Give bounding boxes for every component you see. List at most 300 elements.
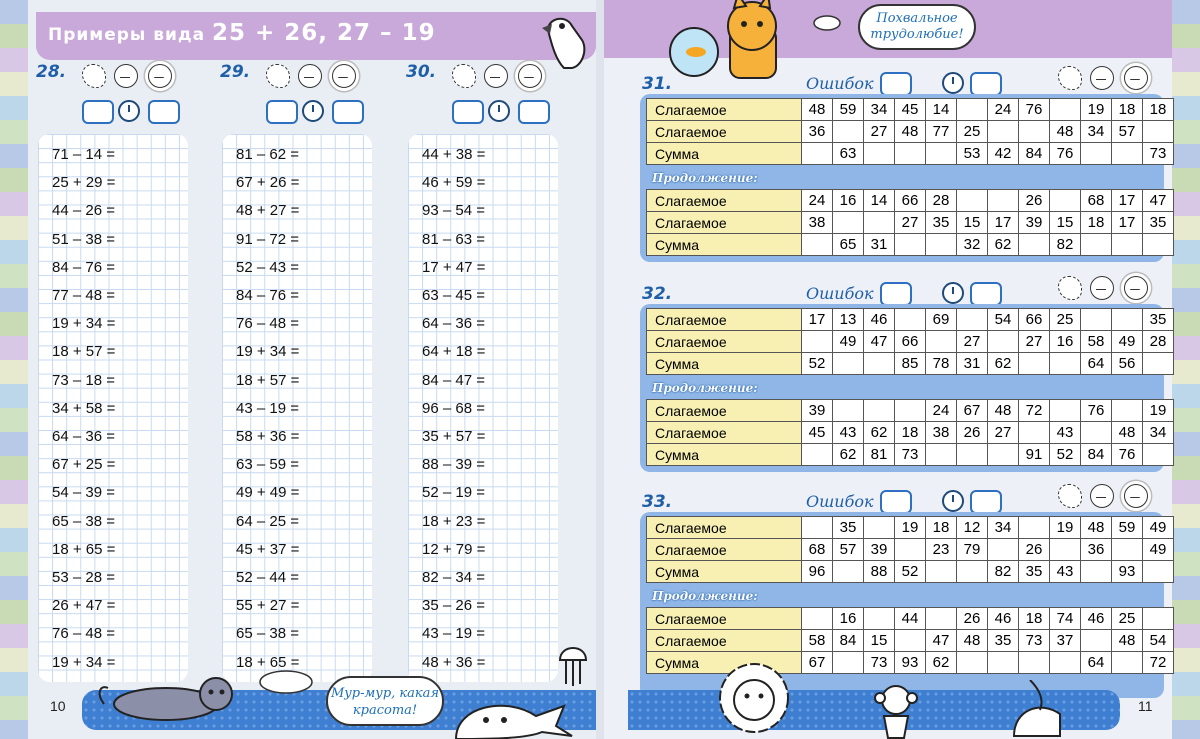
- edge-stripe: [0, 144, 28, 168]
- row-label: Слагаемое: [647, 400, 802, 422]
- answer-box: [452, 100, 484, 124]
- table-cell: 39: [1019, 212, 1050, 234]
- table-cell: 49: [1112, 331, 1143, 353]
- table-cell: 62: [864, 422, 895, 444]
- table-cell: 54: [1143, 630, 1174, 652]
- table-cell: [957, 309, 988, 331]
- table-cell: [957, 561, 988, 583]
- table-row: [647, 309, 1174, 331]
- table-cell: 15: [957, 212, 988, 234]
- table-cell: 25: [1050, 309, 1081, 331]
- table-cell: 43: [833, 422, 864, 444]
- table-cell: 82: [1050, 234, 1081, 256]
- table-cell: [957, 652, 988, 674]
- row-label: Слагаемое: [647, 309, 802, 331]
- row-label: Слагаемое: [647, 608, 802, 630]
- edge-stripe: [1172, 216, 1200, 240]
- table-cell: 27: [895, 212, 926, 234]
- table-cell: [1019, 517, 1050, 539]
- page-title: [48, 20, 436, 46]
- problem-item: 12 + 79 =: [422, 540, 486, 558]
- table-row: [647, 190, 1174, 212]
- table-cell: [802, 331, 833, 353]
- table-cell: 79: [957, 539, 988, 561]
- alarm-clock-icon: [942, 72, 964, 94]
- table-cell: 18: [1019, 608, 1050, 630]
- table-cell: 39: [864, 539, 895, 561]
- time-box: [332, 100, 364, 124]
- sun-face-icon: [1124, 276, 1148, 300]
- edge-stripe: [1172, 432, 1200, 456]
- row-label: Сумма: [647, 353, 802, 375]
- table-cell: 73: [895, 444, 926, 466]
- table-cell: [926, 331, 957, 353]
- table-cell: 34: [988, 517, 1019, 539]
- table-cell: [1143, 608, 1174, 630]
- edge-stripe: [1172, 624, 1200, 648]
- table-cell: [957, 99, 988, 121]
- problem-item: 58 + 36 =: [236, 428, 300, 445]
- table-cell: [833, 400, 864, 422]
- continuation-label: Продолжение:: [652, 589, 758, 603]
- table-cell: 77: [926, 121, 957, 143]
- row-label: Слагаемое: [647, 630, 802, 652]
- row-label: Сумма: [647, 444, 802, 466]
- table-cell: 52: [802, 353, 833, 375]
- alarm-clock-icon: [942, 282, 964, 304]
- table-row: [647, 121, 1174, 143]
- problem-item: 54 – 39 =: [52, 484, 115, 502]
- problem-item: 63 – 45 =: [422, 287, 485, 304]
- edge-stripe: [0, 240, 28, 264]
- time-box: [970, 490, 1002, 514]
- edge-stripe: [0, 288, 28, 312]
- table-cell: 58: [1081, 331, 1112, 353]
- table-cell: [895, 400, 926, 422]
- seal-illustration: [446, 686, 576, 739]
- problem-item: 26 + 47 =: [52, 597, 116, 615]
- table-cell: [926, 234, 957, 256]
- problem-item: 71 – 14 =: [52, 146, 115, 163]
- table-cell: 23: [926, 539, 957, 561]
- table-cell: [833, 561, 864, 583]
- problem-item: 18 + 57 =: [52, 343, 116, 361]
- table-cell: 74: [1050, 608, 1081, 630]
- errors-label: Ошибок: [806, 74, 874, 93]
- table-cell: 35: [1143, 309, 1174, 331]
- edge-stripe: [0, 264, 28, 288]
- table-cell: 27: [864, 121, 895, 143]
- problem-item: 81 – 63 =: [422, 230, 485, 248]
- table-cell: 18: [1143, 99, 1174, 121]
- sun-face-icon: [518, 64, 542, 88]
- table-cell: 62: [988, 234, 1019, 256]
- edge-stripe: [0, 24, 28, 48]
- problem-item: 52 – 19 =: [422, 484, 485, 502]
- problem-item: 52 – 44 =: [236, 569, 299, 586]
- table-cell: 76: [1081, 400, 1112, 422]
- table-cell: 59: [1112, 517, 1143, 539]
- table-cell: [1112, 539, 1143, 561]
- row-label: Слагаемое: [647, 331, 802, 353]
- table-cell: 48: [1081, 517, 1112, 539]
- lying-cat-illustration: [96, 664, 246, 734]
- table-cell: 35: [1143, 212, 1174, 234]
- exercise-number: 30.: [406, 62, 437, 82]
- table-cell: [864, 400, 895, 422]
- edge-stripe: [0, 120, 28, 144]
- row-label: Слагаемое: [647, 422, 802, 444]
- problem-item: 34 + 58 =: [52, 399, 116, 417]
- table-cell: 76: [1019, 99, 1050, 121]
- table-row: [647, 400, 1174, 422]
- problem-item: 64 – 25 =: [236, 512, 299, 530]
- exercise-number: 31.: [642, 74, 673, 94]
- table-cell: 59: [833, 99, 864, 121]
- table-cell: 16: [1050, 331, 1081, 353]
- edge-stripe: [0, 624, 28, 648]
- table-cell: 93: [1112, 561, 1143, 583]
- table-cell: 19: [895, 517, 926, 539]
- time-box: [148, 100, 180, 124]
- table-cell: [988, 121, 1019, 143]
- table-cell: 82: [988, 561, 1019, 583]
- table-cell: 73: [864, 652, 895, 674]
- table-cell: [1050, 353, 1081, 375]
- table-cell: 67: [957, 400, 988, 422]
- neutral-face-icon: [298, 64, 322, 88]
- table-cell: [833, 353, 864, 375]
- row-label: Слагаемое: [647, 212, 802, 234]
- table-cell: 37: [1050, 630, 1081, 652]
- table-cell: 34: [1081, 121, 1112, 143]
- cat-thought-bubble-icon: [256, 668, 320, 696]
- table-cell: 46: [864, 309, 895, 331]
- monkey-illustration: [866, 680, 926, 739]
- table-cell: 46: [1081, 608, 1112, 630]
- table-cell: [1050, 190, 1081, 212]
- table-cell: [957, 190, 988, 212]
- row-label: Слагаемое: [647, 539, 802, 561]
- edge-stripe: [1172, 24, 1200, 48]
- table-cell: 67: [802, 652, 833, 674]
- table-cell: 24: [988, 99, 1019, 121]
- table-cell: 35: [833, 517, 864, 539]
- table-cell: 64: [1081, 353, 1112, 375]
- table-cell: 56: [1112, 353, 1143, 375]
- table-row: [647, 99, 1174, 121]
- neutral-face-icon: [1090, 66, 1114, 90]
- table-cell: [1112, 652, 1143, 674]
- table-cell: 47: [1143, 190, 1174, 212]
- table-cell: [895, 539, 926, 561]
- table-cell: [1081, 561, 1112, 583]
- table-cell: [802, 444, 833, 466]
- table-cell: 62: [926, 652, 957, 674]
- table-row: [647, 353, 1174, 375]
- edge-stripe: [1172, 456, 1200, 480]
- table-cell: 88: [864, 561, 895, 583]
- table-cell: 24: [802, 190, 833, 212]
- edge-stripe: [1172, 552, 1200, 576]
- table-cell: 84: [1081, 444, 1112, 466]
- table-cell: 46: [988, 608, 1019, 630]
- table-cell: 54: [988, 309, 1019, 331]
- edge-stripe: [0, 480, 28, 504]
- table-cell: 27: [957, 331, 988, 353]
- table-cell: 28: [1143, 331, 1174, 353]
- table-cell: 84: [1019, 143, 1050, 165]
- edge-stripe: [1172, 576, 1200, 600]
- problem-item: 63 – 59 =: [236, 456, 299, 474]
- table-cell: [833, 212, 864, 234]
- table-cell: 12: [957, 517, 988, 539]
- table-cell: [1143, 444, 1174, 466]
- table-cell: [802, 608, 833, 630]
- page-number-right: 11: [1138, 698, 1153, 714]
- table-cell: 69: [926, 309, 957, 331]
- edge-stripe: [0, 384, 28, 408]
- table-cell: 27: [988, 422, 1019, 444]
- table-row: [647, 234, 1174, 256]
- table-cell: 26: [957, 422, 988, 444]
- table-cell: 39: [802, 400, 833, 422]
- table-cell: 36: [1081, 539, 1112, 561]
- table-cell: [926, 608, 957, 630]
- table-cell: [1050, 99, 1081, 121]
- table-cell: 18: [1081, 212, 1112, 234]
- edge-stripe: [0, 96, 28, 120]
- table-cell: 27: [1019, 331, 1050, 353]
- parrot-illustration: [538, 10, 600, 72]
- sums-table: [646, 516, 1174, 583]
- table-cell: 45: [802, 422, 833, 444]
- edge-stripe: [0, 192, 28, 216]
- exercise-number: 28.: [36, 62, 67, 82]
- row-label: Слагаемое: [647, 190, 802, 212]
- edge-stripe: [1172, 696, 1200, 720]
- edge-stripe: [1172, 648, 1200, 672]
- table-cell: 18: [895, 422, 926, 444]
- row-label: Сумма: [647, 234, 802, 256]
- table-cell: 66: [1019, 309, 1050, 331]
- table-cell: [957, 444, 988, 466]
- table-cell: 31: [957, 353, 988, 375]
- problem-item: 76 – 48 =: [52, 625, 115, 643]
- table-cell: 42: [988, 143, 1019, 165]
- edge-stripe: [1172, 288, 1200, 312]
- table-row: [647, 422, 1174, 444]
- table-cell: 28: [926, 190, 957, 212]
- title-prefix: Примеры вида: [48, 25, 206, 45]
- table-cell: 72: [1019, 400, 1050, 422]
- problem-item: 73 – 18 =: [52, 371, 115, 389]
- table-row: [647, 331, 1174, 353]
- table-cell: 15: [864, 630, 895, 652]
- alarm-clock-icon: [302, 100, 324, 122]
- table-cell: 76: [1050, 143, 1081, 165]
- table-cell: 73: [1019, 630, 1050, 652]
- table-cell: 38: [926, 422, 957, 444]
- row-label: Слагаемое: [647, 517, 802, 539]
- table-cell: [1081, 630, 1112, 652]
- edge-stripe: [0, 528, 28, 552]
- problem-item: 35 – 26 =: [422, 597, 485, 615]
- table-cell: 18: [1112, 99, 1143, 121]
- table-cell: 85: [895, 353, 926, 375]
- table-cell: [802, 517, 833, 539]
- problem-item: 17 + 47 =: [422, 258, 486, 276]
- problem-item: 84 – 47 =: [422, 371, 485, 389]
- problem-item: 46 + 59 =: [422, 174, 486, 192]
- table-cell: 19: [1081, 99, 1112, 121]
- table-cell: 49: [1143, 539, 1174, 561]
- edge-stripe: [1172, 72, 1200, 96]
- table-cell: 16: [833, 608, 864, 630]
- table-cell: 25: [1112, 608, 1143, 630]
- errors-label: Ошибок: [806, 284, 874, 303]
- problem-item: 93 – 54 =: [422, 202, 485, 220]
- table-cell: [1112, 309, 1143, 331]
- table-cell: 26: [957, 608, 988, 630]
- book-gutter: [596, 0, 604, 739]
- answer-box: [82, 100, 114, 124]
- edge-stripe: [1172, 384, 1200, 408]
- table-cell: 96: [802, 561, 833, 583]
- errors-box: [880, 282, 912, 306]
- continuation-label: Продолжение:: [652, 381, 758, 395]
- table-row: [647, 608, 1174, 630]
- table-cell: [1019, 121, 1050, 143]
- table-cell: 32: [957, 234, 988, 256]
- table-row: [647, 561, 1174, 583]
- row-label: Сумма: [647, 561, 802, 583]
- problem-item: 49 + 49 =: [236, 484, 300, 502]
- table-cell: 45: [895, 99, 926, 121]
- table-cell: 13: [833, 309, 864, 331]
- problem-item: 88 – 39 =: [422, 456, 485, 474]
- table-cell: 91: [1019, 444, 1050, 466]
- problem-item: 84 – 76 =: [236, 287, 299, 304]
- table-cell: [895, 143, 926, 165]
- table-cell: 93: [895, 652, 926, 674]
- table-cell: [926, 444, 957, 466]
- edge-stripe: [0, 216, 28, 240]
- edge-stripe: [1172, 720, 1200, 739]
- edge-stripe: [0, 312, 28, 336]
- table-cell: 18: [926, 517, 957, 539]
- table-row: [647, 143, 1174, 165]
- edge-stripe: [1172, 192, 1200, 216]
- neutral-face-icon: [114, 64, 138, 88]
- exercise-number: 29.: [220, 62, 251, 82]
- table-cell: 44: [895, 608, 926, 630]
- seashell-illustration: [1010, 680, 1080, 739]
- neutral-face-icon: [1090, 276, 1114, 300]
- problem-item: 51 – 38 =: [52, 230, 115, 248]
- edge-stripe: [0, 0, 28, 24]
- problem-item: 82 – 34 =: [422, 569, 485, 586]
- problem-item: 77 – 48 =: [52, 287, 115, 304]
- edge-stripe: [0, 504, 28, 528]
- table-cell: [1143, 121, 1174, 143]
- edge-stripe: [1172, 168, 1200, 192]
- errors-box: [880, 490, 912, 514]
- problem-item: 81 – 62 =: [236, 146, 299, 163]
- row-label: Сумма: [647, 652, 802, 674]
- table-cell: 65: [833, 234, 864, 256]
- table-cell: [988, 539, 1019, 561]
- table-row: [647, 539, 1174, 561]
- problem-item: 67 + 25 =: [52, 456, 116, 474]
- edge-stripe: [1172, 360, 1200, 384]
- neutral-face-icon: [1090, 484, 1114, 508]
- table-cell: 35: [988, 630, 1019, 652]
- row-label: Сумма: [647, 143, 802, 165]
- problem-item: 19 + 34 =: [52, 315, 116, 333]
- alarm-clock-icon: [942, 490, 964, 512]
- sun-face-icon: [332, 64, 356, 88]
- table-cell: 66: [895, 190, 926, 212]
- neutral-face-icon: [484, 64, 508, 88]
- problem-item: 67 + 26 =: [236, 174, 300, 192]
- table-cell: 14: [926, 99, 957, 121]
- edge-stripe: [0, 720, 28, 739]
- problem-item: 19 + 34 =: [52, 653, 116, 671]
- cloud-face-icon: [1058, 276, 1082, 300]
- problem-item: 18 + 57 =: [236, 371, 300, 389]
- table-cell: 17: [988, 212, 1019, 234]
- table-cell: [833, 652, 864, 674]
- table-cell: 62: [833, 444, 864, 466]
- table-cell: [988, 331, 1019, 353]
- problem-item: 64 – 36 =: [52, 428, 115, 445]
- table-cell: 57: [1112, 121, 1143, 143]
- time-box: [970, 282, 1002, 306]
- problem-item: 52 – 43 =: [236, 258, 299, 276]
- table-cell: [864, 143, 895, 165]
- table-cell: 47: [926, 630, 957, 652]
- problem-item: 35 + 57 =: [422, 428, 486, 445]
- cloud-face-icon: [82, 64, 106, 88]
- sums-table: [646, 308, 1174, 375]
- edge-stripe: [0, 576, 28, 600]
- sums-table: [646, 189, 1174, 256]
- table-cell: [1019, 422, 1050, 444]
- table-cell: [1019, 353, 1050, 375]
- edge-stripe: [1172, 0, 1200, 24]
- sums-table: [646, 98, 1174, 165]
- table-cell: 57: [833, 539, 864, 561]
- problem-item: 84 – 76 =: [52, 258, 115, 276]
- table-cell: 48: [802, 99, 833, 121]
- edge-stripe: [1172, 600, 1200, 624]
- problem-item: 18 + 65 =: [236, 653, 300, 671]
- sun-face-icon: [1124, 66, 1148, 90]
- table-cell: 17: [1112, 190, 1143, 212]
- table-cell: [864, 517, 895, 539]
- edge-stripe: [1172, 264, 1200, 288]
- problem-item: 45 + 37 =: [236, 540, 300, 558]
- edge-stripe: [0, 600, 28, 624]
- table-row: [647, 444, 1174, 466]
- problem-item: 18 + 65 =: [52, 540, 116, 558]
- problem-item: 48 + 27 =: [236, 202, 300, 220]
- problem-item: 55 + 27 =: [236, 597, 300, 615]
- exercise-number: 32.: [642, 284, 673, 304]
- jellyfish-illustration: [556, 640, 590, 690]
- edge-stripe: [1172, 48, 1200, 72]
